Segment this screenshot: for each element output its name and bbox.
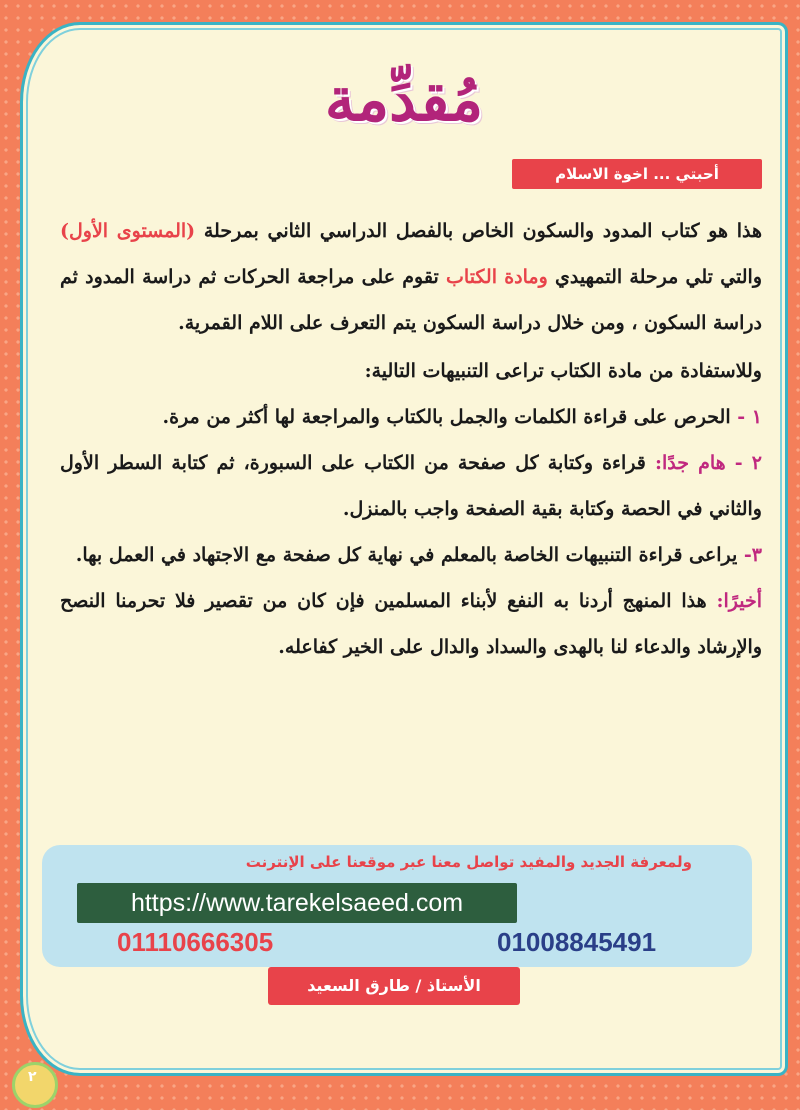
note-text: الحرص على قراءة الكلمات والجمل بالكتاب والمراجعة لها أكثر من مرة. — [162, 406, 731, 428]
contact-box — [42, 845, 752, 967]
note-item — [60, 532, 762, 578]
intro-paragraph — [60, 208, 762, 346]
intro-level: (المستوى الأول) — [60, 220, 196, 242]
note-number: ٣- — [743, 544, 762, 566]
intro-subject: ومادة الكتاب — [446, 266, 548, 288]
closing-text: هذا المنهج أردنا به النفع لأبناء المسلمين فإن كان من تقصير فلا تحرمنا النصح والإرشاد والدعاء لنا بالهدى والسداد والدال على الخير كفاعله. — [60, 590, 762, 658]
note-label: هام جدًا: — [654, 452, 726, 474]
phone-number-1: 01008845491 — [497, 927, 657, 957]
contact-note: ولمعرفة الجديد والمفيد تواصل معنا عبر موقعنا على الإنترنت — [245, 853, 692, 871]
greeting-banner: أحبتي ... اخوة الاسلام — [512, 159, 762, 189]
note-number: ٢ - — [734, 452, 762, 474]
intro-line1-c: تقوم على مراجعة الحركات ثم دراسة المدود ثم دراسة السكون ، ومن خلال دراسة السكون يتم التعرف على اللام القمرية. — [60, 266, 762, 334]
page-number: ٢ — [28, 1069, 37, 1085]
closing-label: أخيرًا: — [716, 590, 762, 612]
closing-note — [60, 578, 762, 670]
intro-line1-a: هذا هو كتاب المدود والسكون الخاص بالفصل الدراسي الثاني بمرحلة — [203, 220, 762, 242]
note-text: قراءة وكتابة كل صفحة من الكتاب على السبورة، ثم كتابة السطر الأول والثاني في الحصة وكتابة بقية الصفحة واجب بالمنزل. — [60, 452, 762, 520]
body-text — [60, 208, 762, 670]
phone-number-2: 01110666305 — [117, 927, 274, 957]
note-item — [60, 440, 762, 532]
intro-line1-b: والتي تلي مرحلة التمهيدي — [555, 266, 763, 288]
note-item — [60, 394, 762, 440]
website-link[interactable]: https://www.tarekelsaeed.com — [77, 883, 517, 923]
note-number: ١ - — [737, 406, 762, 428]
note-text: يراعى قراءة التنبيهات الخاصة بالمعلم في نهاية كل صفحة مع الاجتهاد في العمل بها. — [75, 544, 738, 566]
notes-heading-text: وللاستفادة من مادة الكتاب تراعى التنبيهات التالية: — [364, 360, 762, 382]
author-banner: الأستاذ / طارق السعيد — [268, 967, 520, 1005]
page-title: مُقدِّمة — [324, 65, 484, 135]
notes-heading — [60, 348, 762, 394]
